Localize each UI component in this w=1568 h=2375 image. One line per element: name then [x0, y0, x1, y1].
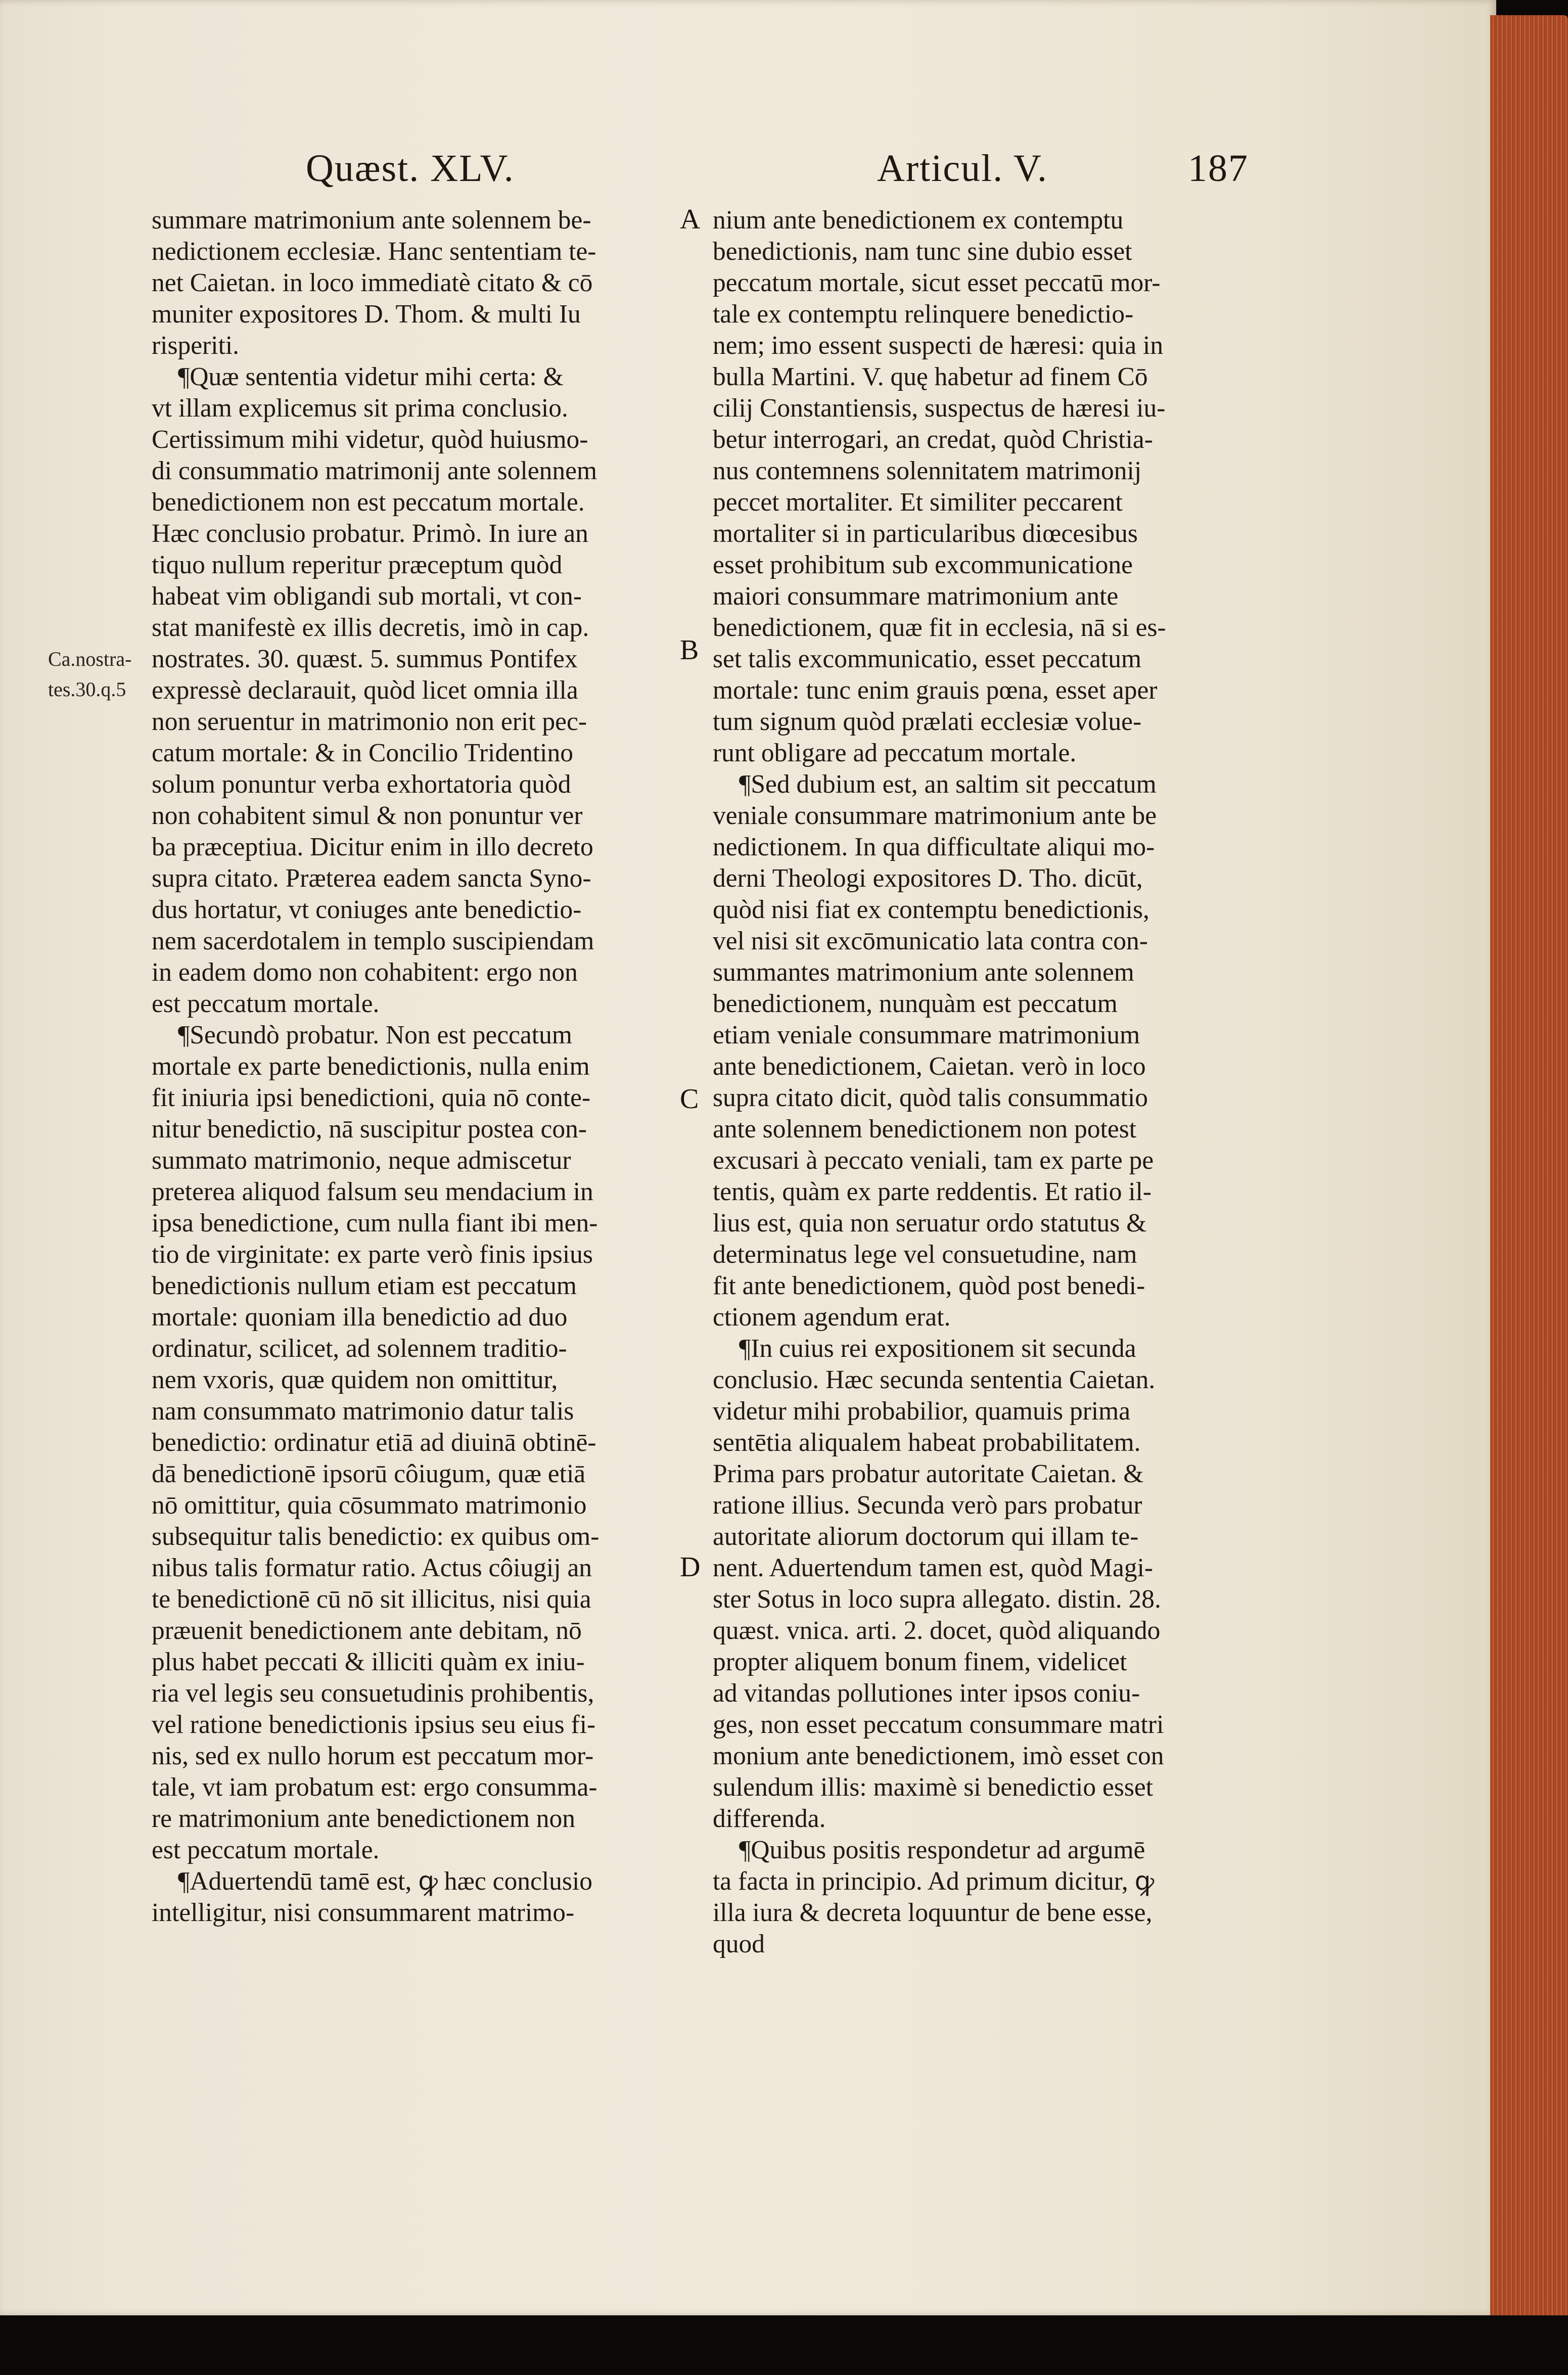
right-column-line: ad vitandas pollutiones inter ipsos coniu-: [713, 1679, 1140, 1708]
left-column-line: solum ponuntur verba exhortatoria quòd: [152, 770, 571, 799]
left-column-line: catum mortale: & in Concilio Tridentino: [152, 739, 573, 767]
left-column-line: dā benedictionē ipsorū côiugum, quæ etiā: [152, 1459, 586, 1488]
left-column-line: ordinatur, scilicet, ad solennem traditio-: [152, 1334, 567, 1363]
right-column-line: ¶In cuius rei expositionem sit secunda: [739, 1334, 1136, 1363]
left-column-line: intelligitur, nisi consummarent matrimo-: [152, 1898, 575, 1927]
right-column-line: supra citato dicit, quòd talis consummatio: [713, 1083, 1148, 1112]
section-letter-a: A: [680, 204, 701, 235]
right-column-line: nus contemnens solennitatem matrimonij: [713, 456, 1142, 485]
left-column-line: te benedictionē cū nō sit illicitus, nisi quia: [152, 1585, 591, 1614]
right-column-line: veniale consummare matrimonium ante be: [713, 801, 1157, 830]
left-column-line: in eadem domo non cohabitent: ergo non: [152, 958, 578, 987]
right-column-line: quòd nisi fiat ex contemptu benedictionis,: [713, 895, 1149, 924]
left-column-line: tale, vt iam probatum est: ergo consumma-: [152, 1773, 597, 1802]
right-column-line: benedictionis, nam tunc sine dubio esset: [713, 237, 1132, 266]
right-column-line: fit ante benedictionem, quòd post benedi-: [713, 1271, 1145, 1300]
page-edge-red: [1490, 15, 1568, 2320]
right-column-line: cilij Constantiensis, suspectus de hæresi iu-: [713, 394, 1166, 423]
right-column-line: Prima pars probatur autoritate Caietan. &: [713, 1459, 1144, 1488]
left-column-line: est peccatum mortale.: [152, 1836, 380, 1864]
left-column-line: nem sacerdotalem in templo suscipiendam: [152, 927, 594, 955]
running-header: [0, 147, 1496, 197]
left-column-line: nibus talis formatur ratio. Actus côiugij an: [152, 1554, 592, 1582]
left-column-line: nostrates. 30. quæst. 5. summus Pontifex: [152, 645, 578, 673]
left-column-line: net Caietan. in loco immediatè citato & cō: [152, 268, 593, 297]
left-column-line: habeat vim obligandi sub mortali, vt con-: [152, 582, 582, 611]
right-column-line: videtur mihi probabilior, quamuis prima: [713, 1397, 1131, 1426]
right-column-line: nedictionem. In qua difficultate aliqui mo-: [713, 833, 1155, 861]
right-column-line: propter aliquem bonum finem, videlicet: [713, 1648, 1127, 1676]
right-column-line: ante benedictionem, Caietan. verò in loco: [713, 1052, 1146, 1081]
right-column-line: peccatum mortale, sicut esset peccatū mor-: [713, 268, 1161, 297]
section-letter-b: B: [680, 634, 699, 666]
left-column-line: nitur benedictio, nā suscipitur postea con-: [152, 1115, 587, 1144]
right-column-line: lius est, quia non seruatur ordo statutus &: [713, 1209, 1147, 1238]
left-column-line: benedictionis nullum etiam est peccatum: [152, 1271, 577, 1300]
right-column-line: tale ex contemptu relinquere benedictio-: [713, 300, 1134, 329]
section-letter-c: C: [680, 1083, 699, 1115]
right-column-line: sentētia aliqualem habeat probabilitatem.: [713, 1428, 1141, 1457]
right-column-line: quæst. vnica. arti. 2. docet, quòd aliquando: [713, 1616, 1161, 1645]
right-column-line: betur interrogari, an credat, quòd Christia-: [713, 425, 1153, 454]
right-column-line: ¶Quibus positis respondetur ad argumē: [739, 1836, 1145, 1864]
left-column-line: preterea aliquod falsum seu mendacium in: [152, 1177, 593, 1206]
right-column-line: quod: [713, 1930, 765, 1958]
left-column-line: ria vel legis seu consuetudinis prohibentis,: [152, 1679, 594, 1708]
header-article: Articul. V.: [877, 147, 1048, 190]
right-column-line: illa iura & decreta loquuntur de bene esse,: [713, 1898, 1152, 1927]
left-text-column: [152, 205, 667, 1929]
left-column-line: nem vxoris, quæ quidem non omittitur,: [152, 1365, 558, 1394]
right-column-line: excusari à peccato veniali, tam ex parte pe: [713, 1146, 1154, 1175]
right-column-line: ante solennem benedictionem non potest: [713, 1115, 1137, 1144]
left-column-line: ¶Secundò probatur. Non est peccatum: [178, 1021, 572, 1049]
right-column-line: ster Sotus in loco supra allegato. distin. 28.: [713, 1585, 1161, 1614]
left-column-line: ¶Aduertendū tamē est, ꝙ hæc conclusio: [178, 1867, 593, 1896]
right-column-line: benedictionem, nunquàm est peccatum: [713, 989, 1118, 1018]
right-column-line: benedictionem, quæ fit in ecclesia, nā si es-: [713, 613, 1166, 642]
right-column-line: summantes matrimonium ante solennem: [713, 958, 1134, 987]
left-column-line: di consummatio matrimonij ante solennem: [152, 456, 597, 485]
left-column-line: benedictio: ordinatur etiā ad diuinā obtinē-: [152, 1428, 596, 1457]
right-column-line: determinatus lege vel consuetudine, nam: [713, 1240, 1137, 1269]
right-column-line: ges, non esset peccatum consummare matri: [713, 1710, 1164, 1739]
right-column-line: ctionem agendum erat.: [713, 1303, 951, 1332]
left-column-line: fit iniuria ipsi benedictioni, quia nō conte-: [152, 1083, 591, 1112]
right-column-line: vel nisi sit excōmunicatio lata contra con-: [713, 927, 1148, 955]
header-question: Quæst. XLV.: [306, 147, 515, 190]
right-column-line: sulendum illis: maximè si benedictio esset: [713, 1773, 1154, 1802]
left-column-line: Certissimum mihi videtur, quòd huiusmo-: [152, 425, 588, 454]
left-column-line: ¶Quæ sententia videtur mihi certa: &: [178, 362, 564, 391]
left-column-line: vel ratione benedictionis ipsius seu eius fi-: [152, 1710, 596, 1739]
left-column-line: plus habet peccati & illiciti quàm ex iniu-: [152, 1648, 585, 1676]
page-number: 187: [1188, 147, 1249, 190]
right-column-line: bulla Martini. V. quę habetur ad finem Cō: [713, 362, 1148, 391]
section-letter-d: D: [680, 1551, 701, 1583]
right-column-line: peccet mortaliter. Et similiter peccarent: [713, 488, 1123, 517]
right-text-column: [713, 205, 1243, 1960]
left-column-line: Hæc conclusio probatur. Primò. In iure an: [152, 519, 588, 548]
right-column-line: conclusio. Hæc secunda sententia Caietan.: [713, 1365, 1156, 1394]
margin-note-1: Ca.nostra-: [48, 648, 132, 670]
left-column-line: summare matrimonium ante solennem be-: [152, 206, 591, 235]
right-column-line: tum signum quòd prælati ecclesiæ volue-: [713, 707, 1142, 736]
left-column-line: subsequitur talis benedictio: ex quibus om-: [152, 1522, 599, 1551]
right-column-line: differenda.: [713, 1804, 826, 1833]
right-column-line: mortaliter si in particularibus diœcesibus: [713, 519, 1138, 548]
left-column-line: est peccatum mortale.: [152, 989, 380, 1018]
left-column-line: tio de virginitate: ex parte verò finis ipsius: [152, 1240, 593, 1269]
right-column-line: mortale: tunc enim grauis pœna, esset aper: [713, 676, 1158, 705]
left-column-line: dus hortatur, vt coniuges ante benedictio-: [152, 895, 582, 924]
right-column-line: nem; imo essent suspecti de hæresi: quia in: [713, 331, 1164, 360]
left-column-line: mortale: quoniam illa benedictio ad duo: [152, 1303, 568, 1332]
left-column-line: nam consummato matrimonio datur talis: [152, 1397, 574, 1426]
right-column-line: derni Theologi expositores D. Tho. dicūt,: [713, 864, 1143, 893]
margin-note-2: tes.30.q.5: [48, 678, 126, 701]
left-column-line: summato matrimonio, neque admiscetur: [152, 1146, 571, 1175]
right-column-line: esset prohibitum sub excommunicatione: [713, 551, 1133, 579]
left-column-line: mortale ex parte benedictionis, nulla enim: [152, 1052, 590, 1081]
left-column-line: vt illam explicemus sit prima conclusio.: [152, 394, 568, 423]
right-column-line: ¶Sed dubium est, an saltim sit peccatum: [739, 770, 1157, 799]
left-column-line: expressè declarauit, quòd licet omnia illa: [152, 676, 578, 705]
left-column-line: tiquo nullum reperitur præceptum quòd: [152, 551, 563, 579]
right-column-line: autoritate aliorum doctorum qui illam te-: [713, 1522, 1139, 1551]
left-column-line: stat manifestè ex illis decretis, imò in cap.: [152, 613, 589, 642]
left-column-line: ipsa benedictione, cum nulla fiant ibi men-: [152, 1209, 598, 1238]
left-column-line: benedictionem non est peccatum mortale.: [152, 488, 585, 517]
left-column-line: re matrimonium ante benedictionem non: [152, 1804, 576, 1833]
left-column-line: non seruentur in matrimonio non erit pec-: [152, 707, 587, 736]
right-column-line: set talis excommunicatio, esset peccatum: [713, 645, 1142, 673]
left-column-line: ba præceptiua. Dicitur enim in illo decreto: [152, 833, 593, 861]
right-column-line: monium ante benedictionem, imò esset con: [713, 1742, 1164, 1770]
left-column-line: præuenit benedictionem ante debitam, nō: [152, 1616, 582, 1645]
right-column-line: ta facta in principio. Ad primum dicitur, ꝙ: [713, 1867, 1155, 1896]
left-column-line: nis, sed ex nullo horum est peccatum mor-: [152, 1742, 594, 1770]
right-column-line: nent. Aduertendum tamen est, quòd Magi-: [713, 1554, 1154, 1582]
right-column-line: nium ante benedictionem ex contemptu: [713, 206, 1124, 235]
left-column-line: muniter expositores D. Thom. & multi Iu: [152, 300, 581, 329]
right-column-line: runt obligare ad peccatum mortale.: [713, 739, 1077, 767]
right-column-line: ratione illius. Secunda verò pars probatur: [713, 1491, 1142, 1520]
left-column-line: risperiti.: [152, 331, 240, 360]
right-column-line: etiam veniale consummare matrimonium: [713, 1021, 1140, 1049]
background-dark: [0, 2315, 1568, 2375]
left-column-line: supra citato. Præterea eadem sancta Syno-: [152, 864, 591, 893]
left-column-line: nedictionem ecclesiæ. Hanc sententiam te-: [152, 237, 596, 266]
left-column-line: nō omittitur, quia cōsummato matrimonio: [152, 1491, 587, 1520]
left-column-line: non cohabitent simul & non ponuntur ver: [152, 801, 583, 830]
right-column-line: tentis, quàm ex parte reddentis. Et ratio il-: [713, 1177, 1152, 1206]
right-column-line: maiori consummare matrimonium ante: [713, 582, 1119, 611]
